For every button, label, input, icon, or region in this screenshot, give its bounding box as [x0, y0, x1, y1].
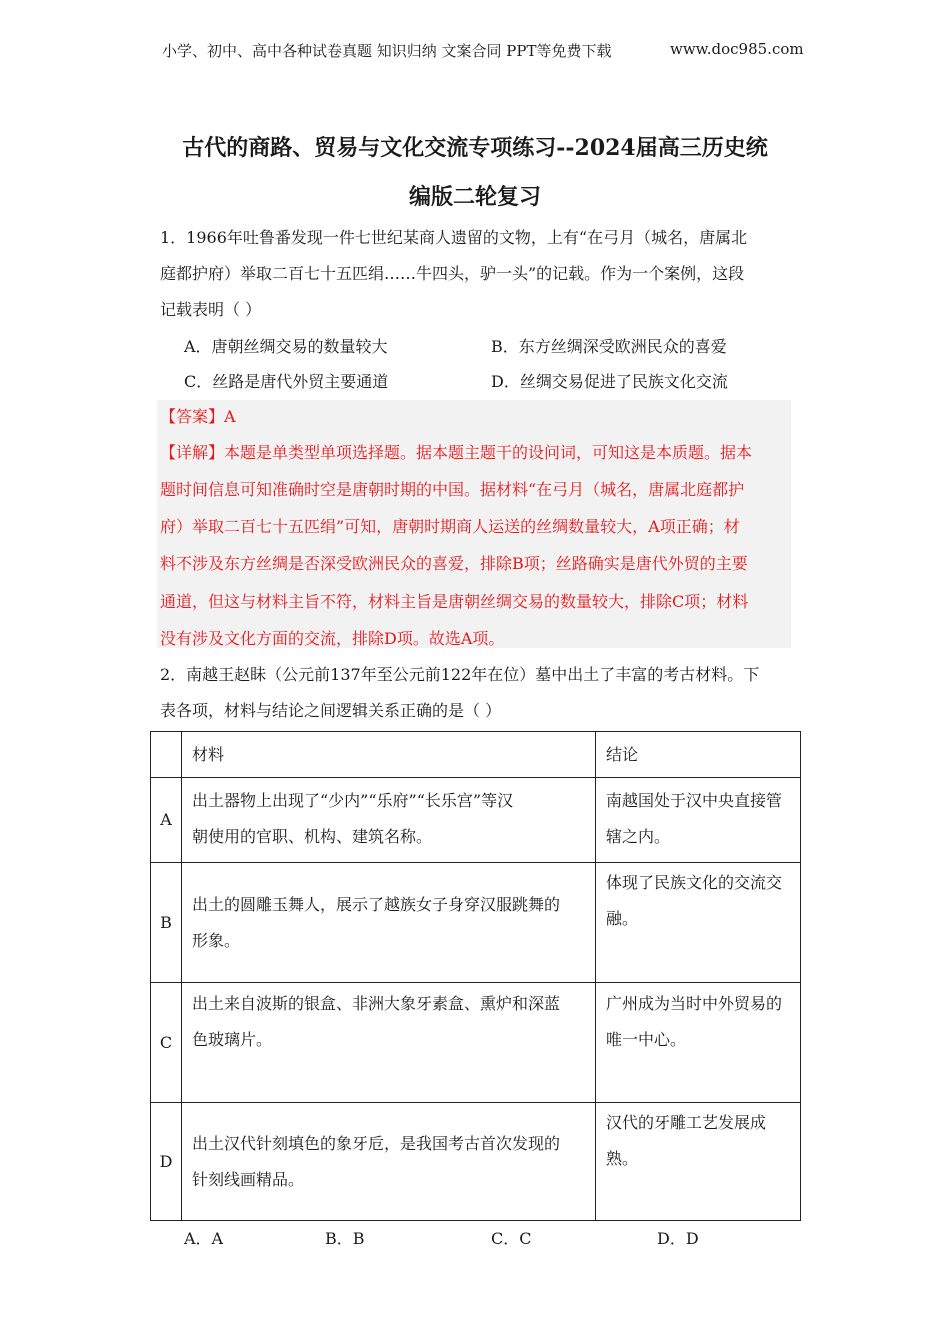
material-line: 出土器物上出现了“少内”“乐府”“长乐宫”等汉 [192, 791, 514, 810]
q2-option-b[interactable]: B．B [325, 1229, 365, 1248]
conclusion-line: 唯一中心。 [606, 1030, 687, 1049]
material-line: 形象。 [192, 930, 241, 950]
row-label: A [151, 778, 182, 863]
row-material [182, 863, 596, 983]
document-title-line-2: 编版二轮复习 [408, 184, 541, 210]
q1-explain-line: 没有涉及文化方面的交流，排除D项。故选A项。 [160, 629, 505, 648]
row-label: C [151, 983, 182, 1103]
q1-explain-line: 府）举取二百七十五匹绢”可知，唐朝时期商人运送的丝绸数量较大，A项正确；材 [160, 517, 740, 536]
document-title-line-1: 古代的商路、贸易与文化交流专项练习--2024届高三历史统 [182, 135, 768, 161]
q1-stem-line: 1．1966年吐鲁番发现一件七世纪某商人遗留的文物，上有“在弓月（城名，唐属北 [160, 228, 748, 247]
header-promo-text: 小学、初中、高中各种试卷真题 知识归纳 文案合同 PPT等免费下载 [162, 42, 612, 60]
row-conclusion [596, 863, 801, 983]
q2-table [150, 731, 801, 1221]
conclusion-line: 广州成为当时中外贸易的 [606, 994, 783, 1013]
table-corner-cell [151, 732, 182, 778]
material-line: 针刻线画精品。 [192, 1169, 305, 1189]
material-line: 出土的圆雕玉舞人，展示了越族女子身穿汉服跳舞的 [192, 894, 561, 914]
q2-option-c[interactable]: C．C [491, 1229, 532, 1248]
table-row [151, 778, 801, 863]
table-row [151, 863, 801, 983]
conclusion-line: 汉代的牙雕工艺发展成 [606, 1113, 767, 1132]
q1-explain-line: 料不涉及东方丝绸是否深受欧洲民众的喜爱，排除B项；丝路确实是唐代外贸的主要 [160, 554, 748, 573]
q2-stem-line: 2．南越王赵眛（公元前137年至公元前122年在位）墓中出土了丰富的考古材料。下 [160, 665, 760, 684]
table-header-material: 材料 [182, 732, 596, 778]
row-label: D [151, 1103, 182, 1221]
q1-option-a[interactable]: A．唐朝丝绸交易的数量较大 [184, 337, 388, 356]
q1-option-b[interactable]: B．东方丝绸深受欧洲民众的喜爱 [491, 337, 727, 356]
q1-stem-line: 记载表明（ ） [160, 300, 262, 319]
q1-explain-line: 通道，但这与材料主旨不符，材料主旨是唐朝丝绸交易的数量较大，排除C项；材料 [160, 592, 749, 611]
q2-option-a[interactable]: A．A [184, 1229, 224, 1248]
row-material [182, 778, 596, 863]
table-row [151, 983, 801, 1103]
table-header-row [151, 732, 801, 778]
row-label: B [151, 863, 182, 983]
q1-explain-line: 题时间信息可知准确时空是唐朝时期的中国。据材料“在弓月（城名，唐属北庭都护 [160, 480, 745, 499]
material-line: 出土来自波斯的银盒、非洲大象牙素盒、熏炉和深蓝 [192, 994, 561, 1013]
row-conclusion [596, 983, 801, 1103]
q1-option-c[interactable]: C．丝路是唐代外贸主要通道 [184, 372, 389, 391]
page-header [0, 40, 950, 64]
q1-explain-line: 【详解】本题是单类型单项选择题。据本题主题干的设问词，可知这是本质题。据本 [160, 443, 753, 462]
material-line: 朝使用的官职、机构、建筑名称。 [192, 827, 433, 846]
conclusion-line: 南越国处于汉中央直接管 [606, 791, 783, 810]
row-material [182, 983, 596, 1103]
row-conclusion [596, 1103, 801, 1221]
q1-answer: 【答案】A [160, 407, 236, 426]
table-row [151, 1103, 801, 1221]
conclusion-line: 融。 [606, 909, 639, 928]
q2-stem-line: 表各项，材料与结论之间逻辑关系正确的是（ ） [160, 701, 502, 720]
material-line: 出土汉代针刻填色的象牙卮，是我国考古首次发现的 [192, 1133, 561, 1153]
table-header-conclusion: 结论 [596, 732, 801, 778]
q2-option-d[interactable]: D．D [657, 1229, 699, 1248]
conclusion-line: 体现了民族文化的交流交 [606, 873, 783, 892]
conclusion-line: 熟。 [606, 1149, 639, 1168]
header-website[interactable]: www.doc985.com [670, 40, 804, 58]
q1-option-d[interactable]: D．丝绸交易促进了民族文化交流 [491, 372, 728, 391]
material-line: 色玻璃片。 [192, 1030, 273, 1049]
conclusion-line: 辖之内。 [606, 827, 671, 846]
row-conclusion [596, 778, 801, 863]
row-material [182, 1103, 596, 1221]
q1-stem-line: 庭都护府）举取二百七十五匹绢……牛四头，驴一头”的记载。作为一个案例，这段 [160, 264, 745, 283]
